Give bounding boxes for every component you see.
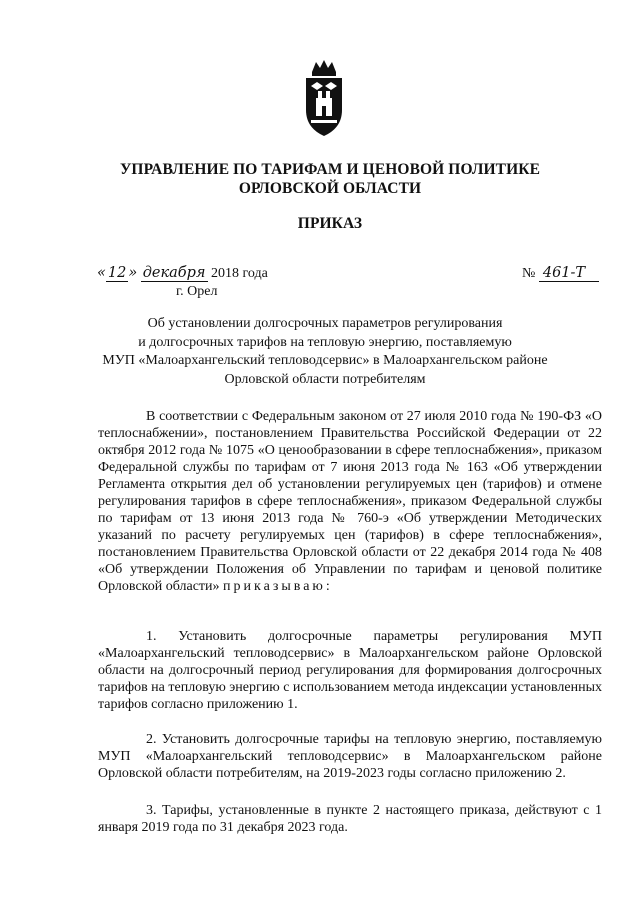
order-number-label: № [522, 266, 536, 281]
order-item-3: 3. Тарифы, установленные в пункте 2 настоящего приказа, действуют с 1 января 2019 года по 31 декабря 2023 года. [98, 803, 602, 835]
date-quote-close: » [128, 265, 138, 281]
authority-title-line1: УПРАВЛЕНИЕ ПО ТАРИФАМ И ЦЕНОВОЙ ПОЛИТИКЕ [119, 161, 541, 178]
date-quote-open: « [97, 265, 106, 281]
authority-title [60, 160, 600, 198]
preamble-text: В соответствии с Федеральным законом от 27 июля 2010 года № 190-ФЗ «О теплоснабжении», постановлением Правительства Российской Федерации от 22 октября 2012 года № 1075 «О ценообразовании в сфере теплоснабжения», приказом Федеральной службы по тарифам от 7 июня 2013 года № 163 «Об утверждении Регламента открытия дел об установлении регулируемых цен (тарифов) и отмене регулирования тарифов в сфере теплоснабжения», приказом Федеральной службы по тарифам от 13 июня 2013 года № 760-э «Об утверждении Методических указаний по расчету регулируемых цен (тарифов) в сфере теплоснабжения», постановлением Правительства Орловской области от 22 декабря 2014 года № 408 «Об утверждении Положения об Управлении по тарифам и ценовой политике Орловской области» [98, 409, 602, 594]
subject-line4: Орловской области потребителям [224, 371, 426, 387]
preamble-paragraph [98, 408, 602, 595]
coat-of-arms-icon [303, 58, 345, 138]
document-type: ПРИКАЗ [297, 215, 363, 232]
subject-line3: МУП «Малоархангельский тепловодсервис» в Малоархангельском районе [102, 353, 548, 368]
order-number-value: 461-Т [539, 265, 599, 282]
date-year: 2018 года [211, 266, 268, 281]
order-subject [90, 315, 560, 389]
order-number [522, 265, 599, 282]
order-city: г. Орел [176, 284, 218, 299]
order-word: приказываю: [223, 579, 333, 594]
authority-title-line2: ОРЛОВСКОЙ ОБЛАСТИ [238, 180, 422, 197]
subject-line2: и долгосрочных тарифов на тепловую энергию, поставляемую [138, 334, 512, 350]
order-item-1: 1. Установить долгосрочные параметры регулирования МУП «Малоархангельский тепловодсервис» в Малоархангельском районе Орловской области на долгосрочный период регулирования для формирования долгосрочных тарифов на тепловую энергию с использованием метода индексации установленных тарифов согласно приложению 1. [98, 629, 602, 712]
date-month: декабря [142, 265, 206, 281]
order-date [97, 265, 268, 282]
order-item-2: 2. Установить долгосрочные тарифы на тепловую энергию, поставляемую МУП «Малоархангельский тепловодсервис» в Малоархангельском районе Орловской области потребителям, на 2019-2023 годы согласно приложению 2. [98, 732, 602, 781]
date-day: 12 [107, 265, 127, 281]
subject-line1: Об установлении долгосрочных параметров регулирования [147, 316, 503, 331]
